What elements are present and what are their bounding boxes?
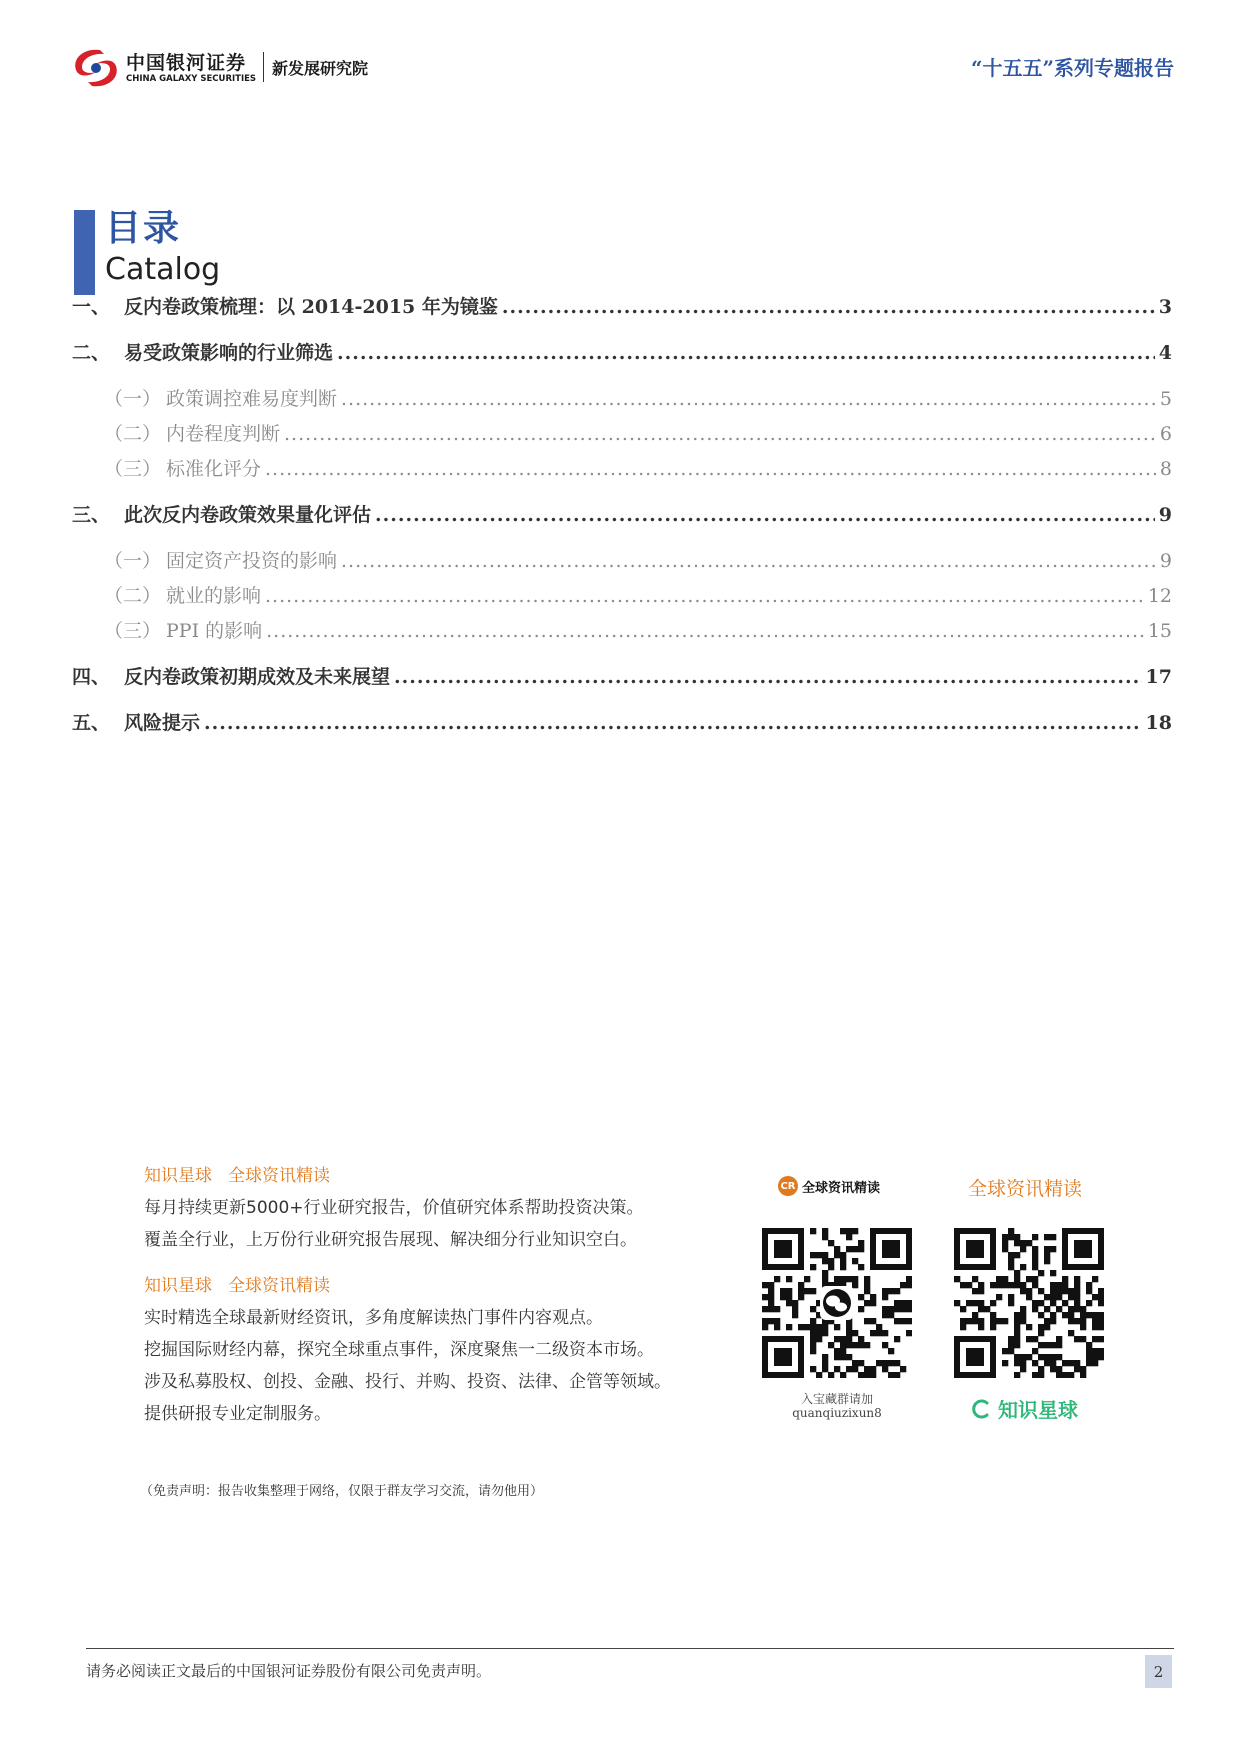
wechat-qr-code-icon[interactable] (762, 1228, 912, 1378)
toc-entry-number: （一） (104, 550, 162, 572)
toc-entry-page: 9 (1158, 504, 1172, 526)
qr-right-title: 全球资讯精读 (968, 1178, 1083, 1200)
promo-brand-a: 知识星球 (144, 1276, 212, 1296)
brand-name-cn: 中国银河证券 (126, 52, 247, 74)
toc-subentry[interactable] (72, 384, 1172, 411)
toc-entry-title: PPI 的影响 (166, 620, 263, 642)
series-title: “十五五”系列专题报告 (970, 56, 1174, 80)
toc-dot-leader (265, 585, 1144, 607)
catalog-accent-bar (74, 210, 95, 295)
toc-entry-number: 四、 (72, 666, 111, 688)
toc-entry-number: （二） (104, 585, 162, 607)
toc-entry-page: 17 (1145, 666, 1172, 688)
institute-name: 新发展研究院 (272, 59, 369, 78)
toc-entry-number: 五、 (72, 712, 111, 734)
qr-wechat-id: quanqiuzixun8 (792, 1406, 882, 1420)
toc-entry[interactable] (72, 338, 1172, 365)
toc-entry-page: 5 (1159, 388, 1172, 410)
toc-dot-leader (341, 550, 1156, 572)
toc-entry-page: 9 (1159, 550, 1172, 572)
promo-line: 挖掘国际财经内幕，探究全球重点事件，深度聚焦一二级资本市场。 (144, 1340, 654, 1360)
toc-dot-leader (266, 620, 1144, 642)
toc-subentry[interactable] (72, 419, 1172, 446)
toc-dot-leader (204, 712, 1142, 734)
toc-entry-number: （三） (104, 458, 162, 480)
header-divider (263, 52, 264, 82)
zsxq-label: 知识星球 (998, 1398, 1078, 1422)
promo-brand-a: 知识星球 (144, 1166, 212, 1186)
toc-entry-number: 二、 (72, 342, 111, 364)
toc-entry-title: 政策调控难易度判断 (166, 388, 338, 410)
toc-dot-leader (265, 458, 1156, 480)
network-disclaimer: （免责声明：报告收集整理于网络，仅限于群友学习交流，请勿他用） (140, 1484, 544, 1499)
zsxq-qr-code-icon[interactable] (954, 1228, 1104, 1378)
toc-entry-page: 4 (1158, 342, 1172, 364)
qr-left-title-text: 全球资讯精读 (802, 1180, 881, 1196)
footer-divider (86, 1648, 1174, 1649)
toc-entry-number: （一） (104, 388, 162, 410)
catalog-title-en: Catalog (105, 252, 221, 287)
galaxy-logo-icon (70, 46, 122, 90)
toc-dot-leader (502, 296, 1155, 318)
toc-entry-title: 就业的影响 (166, 585, 262, 607)
promo-line: 每月持续更新5000+行业研究报告，价值研究体系帮助投资决策。 (144, 1198, 644, 1218)
zsxq-icon (970, 1398, 992, 1420)
page-number: 2 (1145, 1655, 1172, 1688)
toc-dot-leader (394, 666, 1142, 688)
toc-entry-page: 6 (1159, 423, 1172, 445)
promo-line: 涉及私募股权、创投、金融、投行、并购、投资、法律、企管等领域。 (144, 1372, 671, 1392)
promo-text-block (144, 1160, 744, 1430)
toc-entry-title: 内卷程度判断 (166, 423, 281, 445)
zsxq-logo (970, 1394, 1078, 1423)
promo-brand-line (144, 1160, 744, 1192)
footer-disclaimer: 请务必阅读正文最后的中国银河证券股份有限公司免责声明。 (86, 1662, 492, 1680)
toc-entry-page: 18 (1145, 712, 1172, 734)
toc-entry[interactable] (72, 662, 1172, 689)
toc-entry-title: 反内卷政策初期成效及未来展望 (124, 666, 391, 688)
toc-entry-number: 一、 (72, 296, 111, 318)
promo-line: 提供研报专业定制服务。 (144, 1404, 331, 1424)
promo-brand-b: 全球资讯精读 (228, 1276, 330, 1296)
toc-entry-number: （三） (104, 620, 162, 642)
toc-entry-title: 标准化评分 (166, 458, 262, 480)
toc-entry-number: 三、 (72, 504, 111, 526)
promo-brand-line (144, 1270, 744, 1302)
toc-entry-title: 易受政策影响的行业筛选 (124, 342, 334, 364)
toc-entry-title: 固定资产投资的影响 (166, 550, 338, 572)
toc-subentry[interactable] (72, 616, 1172, 643)
toc-dot-leader (375, 504, 1155, 526)
toc-entry-page: 8 (1159, 458, 1172, 480)
toc-entry-page: 3 (1158, 296, 1172, 318)
toc-subentry[interactable] (72, 546, 1172, 573)
promo-line: 实时精选全球最新财经资讯，多角度解读热门事件内容观点。 (144, 1308, 603, 1328)
toc-dot-leader (337, 342, 1155, 364)
cr-badge-icon: CR (778, 1176, 798, 1196)
promo-brand-b: 全球资讯精读 (228, 1166, 330, 1186)
toc-entry[interactable] (72, 500, 1172, 527)
qr-caption: 入宝藏群请加 (800, 1392, 873, 1406)
toc-subentry[interactable] (72, 581, 1172, 608)
toc-entry-title: 此次反内卷政策效果量化评估 (124, 504, 372, 526)
toc-entry-page: 12 (1147, 585, 1172, 607)
toc-entry[interactable] (72, 708, 1172, 735)
toc-entry-number: （二） (104, 423, 162, 445)
qr-left-title (778, 1176, 880, 1196)
toc-dot-leader (284, 423, 1156, 445)
toc-entry[interactable] (72, 292, 1172, 319)
brand-name-en: CHINA GALAXY SECURITIES (126, 74, 257, 84)
toc-entry-title: 反内卷政策梳理：以 2014-2015 年为镜鉴 (124, 296, 498, 318)
promo-line: 覆盖全行业，上万份行业研究报告展现、解决细分行业知识空白。 (144, 1230, 637, 1250)
catalog-title-cn: 目录 (105, 208, 182, 249)
toc-subentry[interactable] (72, 454, 1172, 481)
toc-dot-leader (341, 388, 1156, 410)
toc-entry-page: 15 (1147, 620, 1172, 642)
toc-entry-title: 风险提示 (124, 712, 201, 734)
